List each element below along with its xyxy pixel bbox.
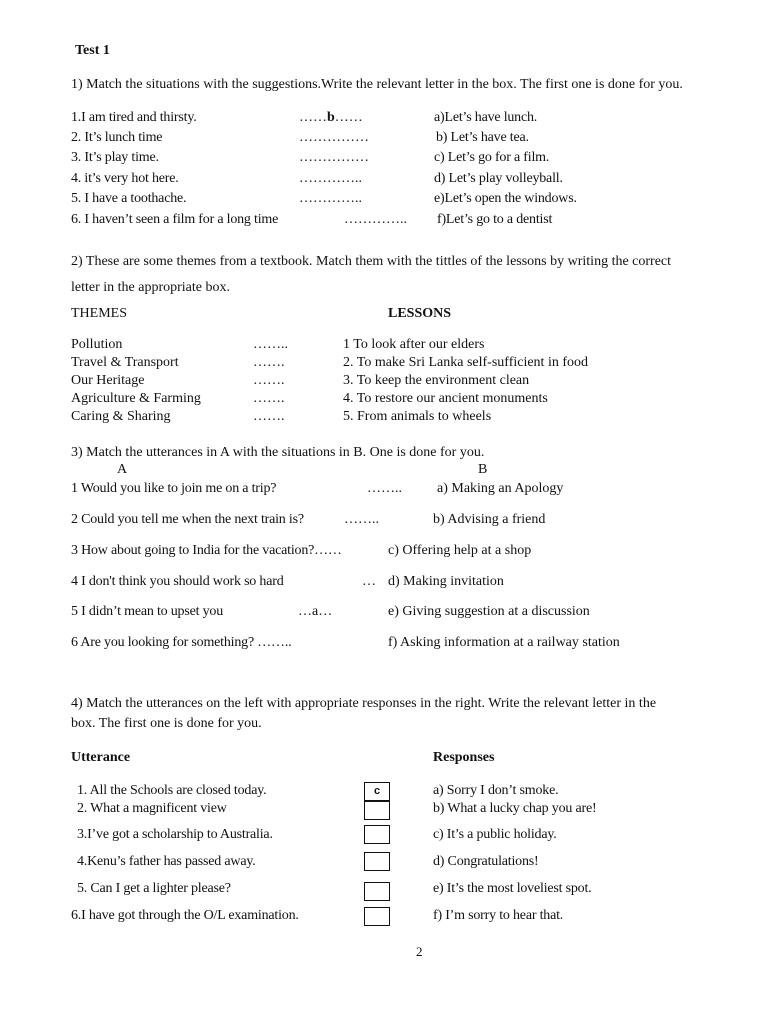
- q3-situation: a) Making an Apology: [437, 481, 564, 496]
- q3-utterance: 3 How about going to India for the vacation?……: [71, 543, 342, 558]
- q2-answer[interactable]: …….: [253, 391, 285, 406]
- q4-response: b) What a lucky chap you are!: [433, 801, 597, 816]
- q1-answer[interactable]: ……………: [299, 150, 369, 165]
- q1-suggestion: f)Let’s go to a dentist: [437, 212, 553, 227]
- page-number: 2: [416, 944, 423, 959]
- q1-suggestion: a)Let’s have lunch.: [434, 110, 538, 125]
- q2-themes-header: THEMES: [71, 306, 127, 321]
- q3-situation: d) Making invitation: [388, 574, 504, 589]
- q3-utterance: 4 I don't think you should work so hard: [71, 574, 284, 589]
- q4-answer-box[interactable]: [364, 882, 390, 901]
- q4-utterance: 1. All the Schools are closed today.: [77, 783, 267, 798]
- q4-answer-box[interactable]: [364, 852, 390, 871]
- q2-theme: Our Heritage: [71, 373, 145, 388]
- q2-theme: Caring & Sharing: [71, 409, 171, 424]
- q3-utterance: 2 Could you tell me when the next train is?: [71, 512, 304, 527]
- q3-instruction: 3) Match the utterances in A with the situations in B. One is done for you.: [71, 445, 485, 460]
- q2-instruction-line1: 2) These are some themes from a textbook. Match them with the tittles of the lessons by writing the correct: [71, 254, 672, 269]
- q3-answer[interactable]: …a…: [298, 604, 333, 619]
- q1-instruction: 1) Match the situations with the suggestions.Write the relevant letter in the box. The first one is done for you.: [71, 77, 683, 92]
- q4-utterance: 4.Kenu’s father has passed away.: [77, 854, 256, 869]
- q4-utterance: 6.I have got through the O/L examination.: [71, 908, 299, 923]
- q3-utterance: 1 Would you like to join me on a trip?: [71, 481, 277, 496]
- q4-response: a) Sorry I don’t smoke.: [433, 783, 559, 798]
- q3-col-b-header: B: [478, 462, 488, 477]
- q1-situation: 3. It’s play time.: [71, 150, 159, 165]
- q2-lessons-header: LESSONS: [388, 306, 452, 321]
- q1-answer[interactable]: …………..: [299, 171, 362, 186]
- q1-situation: 5. I have a toothache.: [71, 191, 187, 206]
- q1-situation: 6. I haven’t seen a film for a long time: [71, 212, 279, 227]
- q4-response: f) I’m sorry to hear that.: [433, 908, 564, 923]
- q3-situation: f) Asking information at a railway station: [388, 635, 620, 650]
- q2-answer[interactable]: …….: [253, 355, 285, 370]
- q4-response: d) Congratulations!: [433, 854, 539, 869]
- q4-instruction-line1: 4) Match the utterances on the left with appropriate responses in the right. Write the relevant letter in the: [71, 696, 657, 711]
- q1-suggestion: e)Let’s open the windows.: [434, 191, 577, 206]
- q4-response: e) It’s the most loveliest spot.: [433, 881, 592, 896]
- test-title: Test 1: [75, 43, 110, 58]
- q4-answer-box[interactable]: [364, 825, 390, 844]
- q2-answer[interactable]: …….: [253, 373, 285, 388]
- q1-suggestion: c) Let’s go for a film.: [434, 150, 550, 165]
- q4-utterance: 5. Can I get a lighter please?: [77, 881, 231, 896]
- q4-utterance: 3.I’ve got a scholarship to Australia.: [77, 827, 273, 842]
- q4-responses-header: Responses: [433, 750, 495, 765]
- q1-suggestion: b) Let’s have tea.: [436, 130, 529, 145]
- q4-utterance-header: Utterance: [71, 750, 131, 765]
- q3-col-a-header: A: [117, 462, 128, 477]
- q4-utterance: 2. What a magnificent view: [77, 801, 227, 816]
- q4-answer-box[interactable]: [364, 907, 390, 926]
- q2-lesson: 5. From animals to wheels: [343, 409, 492, 424]
- q1-situation: 1.I am tired and thirsty.: [71, 110, 197, 125]
- q1-answer-post: ……: [334, 110, 363, 125]
- q3-answer[interactable]: …: [362, 574, 376, 589]
- q2-instruction-line2: letter in the appropriate box.: [71, 280, 230, 295]
- q4-answer-box[interactable]: [364, 801, 390, 820]
- q1-answer[interactable]: …………..: [299, 191, 362, 206]
- q2-lesson: 1 To look after our elders: [343, 337, 485, 352]
- q1-suggestion: d) Let’s play volleyball.: [434, 171, 563, 186]
- q2-lesson: 2. To make Sri Lanka self-sufficient in food: [343, 355, 588, 370]
- q3-situation: b) Advising a friend: [433, 512, 546, 527]
- q3-situation: c) Offering help at a shop: [388, 543, 532, 558]
- q1-situation: 2. It’s lunch time: [71, 130, 163, 145]
- q1-answer[interactable]: ……………: [299, 130, 369, 145]
- q4-answer-box[interactable]: c: [364, 782, 390, 801]
- q2-answer[interactable]: …….: [253, 409, 285, 424]
- q1-answer[interactable]: …………..: [344, 212, 407, 227]
- q3-utterance: 5 I didn’t mean to upset you: [71, 604, 224, 619]
- q2-theme: Agriculture & Farming: [71, 391, 201, 406]
- q2-lesson: 4. To restore our ancient monuments: [343, 391, 548, 406]
- q2-theme: Pollution: [71, 337, 123, 352]
- q3-answer[interactable]: ……..: [367, 481, 402, 496]
- q1-answer-letter: b: [327, 110, 335, 125]
- q3-situation: e) Giving suggestion at a discussion: [388, 604, 590, 619]
- q2-theme: Travel & Transport: [71, 355, 179, 370]
- q2-answer[interactable]: ……..: [253, 337, 288, 352]
- q1-answer[interactable]: [299, 110, 363, 126]
- q4-instruction-line2: box. The first one is done for you.: [71, 716, 262, 731]
- q3-answer[interactable]: ……..: [344, 512, 379, 527]
- q1-answer-pre: ……: [299, 110, 327, 125]
- q4-response: c) It’s a public holiday.: [433, 827, 557, 842]
- q1-situation: 4. it’s very hot here.: [71, 171, 179, 186]
- q3-utterance: 6 Are you looking for something? ……..: [71, 635, 292, 650]
- q2-lesson: 3. To keep the environment clean: [343, 373, 530, 388]
